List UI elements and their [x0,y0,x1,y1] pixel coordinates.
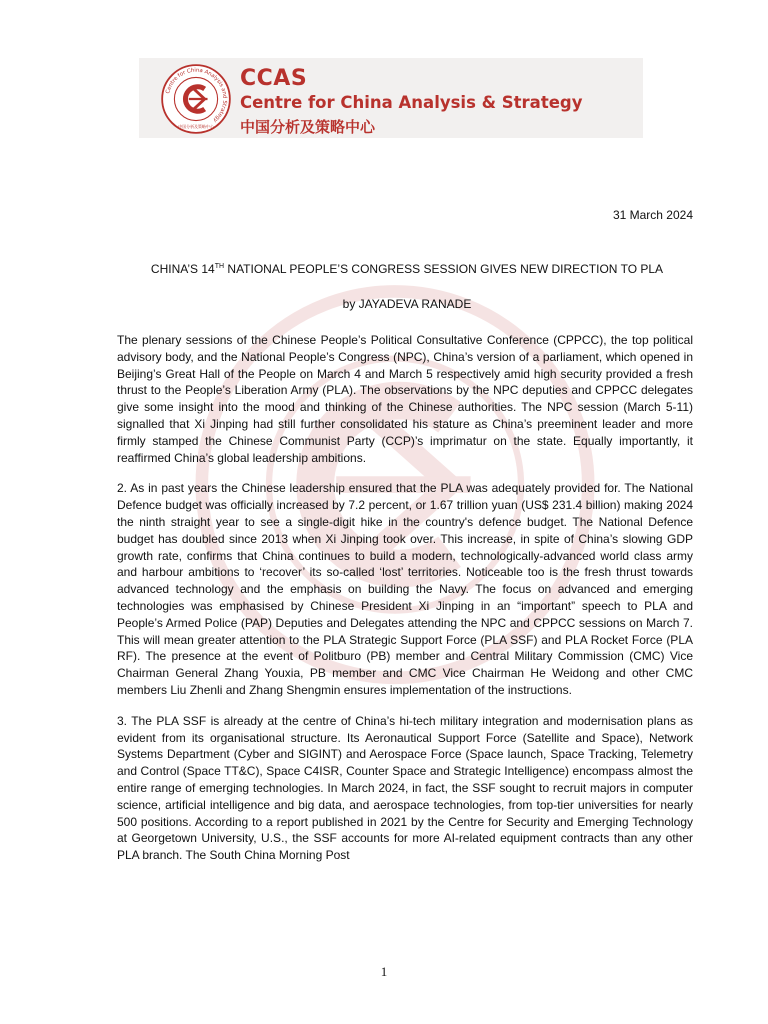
paragraph-2: 2. As in past years the Chinese leadership ensured that the PLA was adequately provided for. The National Defence budget was officially increased by 7.2 percent, or 1.67 trillion yuan (US$ 231.4 billion) making 2024 the ninth straight year to see a single-digit hike in the country's defence budget. The National Defence budget has doubled since 2013 when Xi Jinping took over. This increase, in spite of China’s slowing GDP growth rate, confirms that China continues to build a modern, technologically-advanced world class army and harbour ambitions to ‘recover’ its so-called ‘lost’ territories. Noticeable too is the fresh thrust towards advanced technology and the emphasis on building the Navy. The focus on advanced and emerging technologies was emphasised by Chinese President Xi Jinping in an “important” speech to PLA and People’s Armed Police (PAP) Deputies and Delegates attending the NPC and CPPCC sessions on March 7. This will mean greater attention to the PLA Strategic Support Force (PLA SSF) and PLA Rocket Force (PLA RF). The presence at the event of Politburo (PB) member and Central Military Commission (CMC) Vice Chairman General Zhang Youxia, PB member and CMC Vice Chairman He Weidong and other CMC members Liu Zhenli and Zhang Shengmin ensures implementation of the instructions. [117,481,693,697]
brand-short-name: CCAS [240,66,308,91]
document-title [117,262,697,276]
title-prefix: CHINA’S 14 [150,262,215,276]
page-number: 1 [380,964,388,979]
paragraph-3: 3. The PLA SSF is already at the centre of China’s hi-tech military integration and modernisation plans as evident from its organisational structure. Its Aeronautical Support Force (Satellite and Space), Network Systems Department (Cyber and SIGINT) and Aerospace Force (Space launch, Space Tracking, Telemetry and Control (Space TT&C), Space C4ISR, Counter Space and Strategic Intelligence) encompass almost the entire range of emerging technologies. In March 2024, in fact, the SSF sought to recruit majors in computer science, artificial intelligence and big data, and aerospace technologies, from top-tier universities for nearly 500 positions. According to a report published in 2021 by the Centre for Security and Emerging Technology at Georgetown University, U.S., the SSF accounts for more AI-related equipment contracts than any other PLA branch. The South China Morning Post [117,713,693,863]
brand-full-name: Centre for China Analysis & Strategy [240,93,583,112]
byline: by JAYADEVA RANADE [342,297,472,311]
seal-bottom-text: 中国分析及策略中心 [178,123,214,129]
title-suffix: NATIONAL PEOPLE’S CONGRESS SESSION GIVES NEW DIRECTION TO PLA [224,262,664,276]
document-date: 31 March 2024 [612,208,693,222]
ccas-seal-logo [160,63,232,135]
brand-chinese-name: 中国分析及策略中心 [240,118,376,136]
paragraph-1: The plenary sessions of the Chinese People’s Political Consultative Conference (CPPCC), the top political advisory body, and the National People’s Congress (NPC), China’s version of a parliament, which opened in Beijing’s Great Hall of the People on March 4 and March 5 respectively amid high security provided a fresh thrust to the People’s Liberation Army (PLA). The observations by the NPC deputies and CPPCC delegates give some insight into the mood and thinking of the Chinese authorities. The NPC session (March 5-11) signalled that Xi Jinping had still further consolidated his stature as China’s preeminent leader and more firmly stamped the Chinese Communist Party (CCP)’s imprimatur on the state. Equally importantly, it reaffirmed China’s global leadership ambitions. [117,333,693,465]
seal-ring-text: Centre for China Analysis and Strategy [165,67,228,124]
document-body [117,332,693,878]
title-superscript: TH [214,263,225,270]
